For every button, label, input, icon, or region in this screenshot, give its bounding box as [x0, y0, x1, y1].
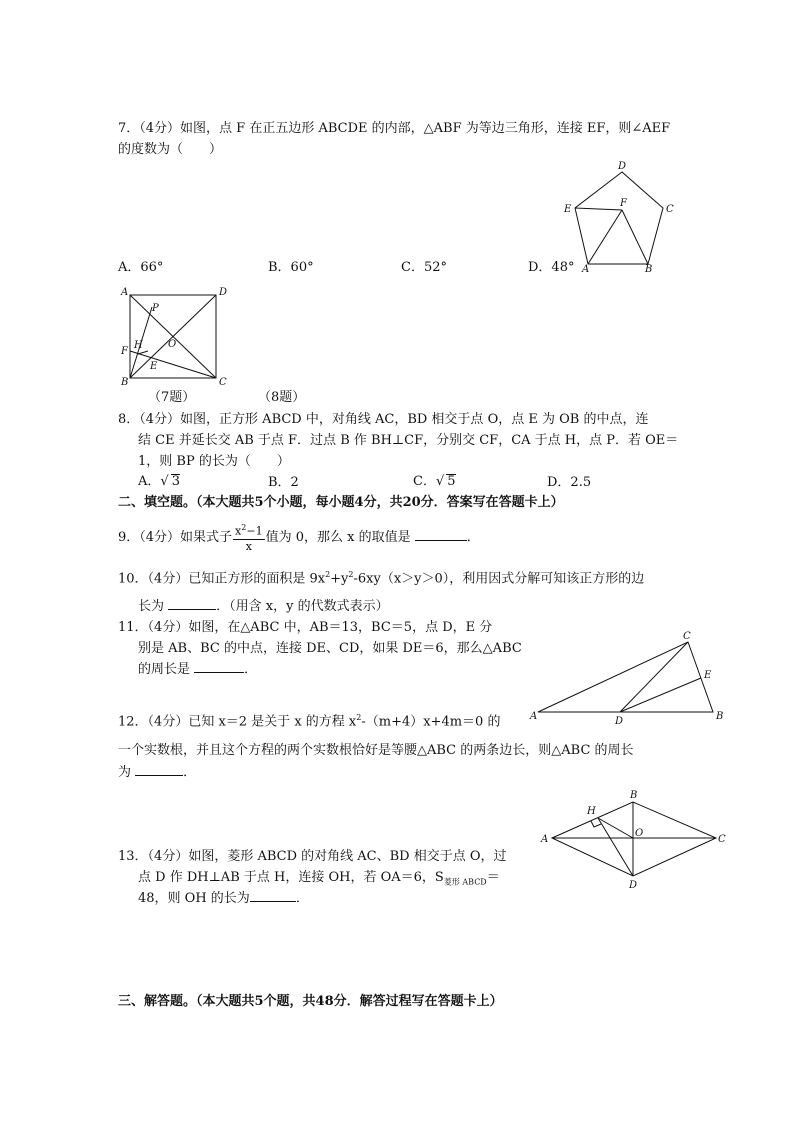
q13-label-D: D	[629, 880, 638, 891]
q7-label-F: F	[620, 198, 627, 209]
q13-line2: 点 D 作 DH⊥AB 于点 H，连接 OH，若 OA＝6，$S_{菱形 ABCD}=$	[138, 870, 500, 887]
q10-line2: 长为 ．（用含 x，y 的代数式表示）	[138, 599, 389, 614]
q11-line2: 别是 AB、BC 的中点，连接 DE、CD，如果 DE＝6，那么△ABC	[138, 641, 522, 656]
q9-suffix: 值为 0，那么 x 的取值是	[265, 529, 411, 545]
sqrt-icon: √	[435, 474, 445, 489]
q9-fraction: $\frac{x^2-1}{x}$	[235, 523, 263, 553]
q8-label-E: E	[150, 361, 158, 372]
q7-label-D: D	[618, 161, 627, 172]
q8-line1: 8．（4分）如图，正方形 ABCD 中，对角线 AC，BD 相交于点 O，点 E 为 OB 的中点，连	[118, 412, 649, 427]
q8-option-c-radicand: 5	[447, 474, 456, 489]
q12-line3: 为 ．	[118, 765, 197, 780]
q13-rhombus-figure	[538, 790, 733, 890]
q11-answer-blank[interactable]	[194, 672, 244, 673]
q9-answer-blank[interactable]	[415, 540, 467, 541]
q7-label-B: B	[645, 264, 653, 275]
section-3-heading: 三、解答题。（本大题共5个题，共48分．解答过程写在答题卡上）	[118, 994, 503, 1009]
q8-option-a	[138, 474, 180, 488]
q7-label-C: C	[666, 204, 674, 215]
q8-option-a-radicand: 3	[171, 474, 180, 489]
q8-option-d: D．2.5	[547, 475, 592, 490]
q7-option-c: C．52°	[401, 260, 447, 275]
q12-line1: 12．（4分）已知 x＝2 是关于 x 的方程 $x^2-(m+4)x+4m=0$ 的	[118, 713, 501, 730]
q12-answer-blank[interactable]	[135, 775, 183, 776]
q8-line3: 1，则 BP 的长为（ ）	[138, 454, 290, 469]
caption-q8: （8题）	[258, 390, 306, 405]
q11-line1: 11．（4分）如图，在△ABC 中，AB＝13，BC＝5，点 D，E 分	[118, 620, 493, 635]
q13-line3: 48，则 OH 的长为 ．	[138, 891, 309, 906]
q11-label-E: E	[704, 670, 712, 681]
q8-square-figure	[118, 285, 228, 388]
q8-label-H: H	[134, 340, 143, 351]
q7-option-b: B．60°	[268, 260, 314, 275]
q8-line2: 结 CE 并延长交 AB 于点 F．过点 B 作 BH⊥CF，分别交 CF，CA 于点 H，点 P．若 OE＝	[138, 433, 679, 448]
q9-end: ．	[466, 529, 480, 545]
q7-option-d: D．48°	[528, 260, 575, 275]
q8-label-O: O	[168, 339, 177, 350]
sqrt-icon: √	[160, 474, 169, 489]
q7-option-a: A．66°	[118, 260, 164, 275]
q7-line1: 7．（4分）如图，点 F 在正五边形 ABCDE 的内部，△ABF 为等边三角形，连接 EF，则∠AEF	[118, 121, 671, 136]
q7-line2: 的度数为（ ）	[118, 142, 223, 157]
q8-option-b: B．2	[268, 475, 299, 490]
q11-line3: 的周长是 ．	[138, 662, 258, 677]
q8-label-F: F	[121, 346, 128, 357]
q8-option-c	[413, 474, 456, 488]
q12-line2: 一个实数根，并且这个方程的两个实数根恰好是等腰△ABC 的两条边长，则△ABC 的周长	[118, 743, 634, 758]
q10-answer-blank[interactable]	[168, 609, 216, 610]
q13-line1: 13．（4分）如图，菱形 ABCD 的对角线 AC、BD 相交于点 O，过	[118, 849, 507, 864]
q9	[118, 521, 480, 554]
q7-label-A: A	[582, 264, 590, 275]
q13-label-H: H	[587, 806, 596, 817]
q13-label-C: C	[718, 834, 726, 845]
q13-answer-blank[interactable]	[250, 901, 296, 902]
q11-label-D: D	[615, 716, 624, 727]
q9-prefix: 9．（4分）如果式子	[118, 529, 233, 545]
q7-pentagon-figure	[560, 160, 690, 275]
q11-label-A: A	[530, 711, 538, 722]
q11-triangle-figure	[530, 628, 730, 728]
caption-q7: （7题）	[148, 390, 196, 405]
q11-label-B: B	[716, 711, 724, 722]
q8-label-B: B	[121, 377, 129, 388]
q13-label-B: B	[630, 790, 638, 801]
section-2-heading: 二、填空题。（本大题共5个小题，每小题4分，共20分．答案写在答题卡上）	[118, 495, 564, 510]
q13-label-A: A	[541, 834, 549, 845]
q8-label-D: D	[219, 287, 228, 298]
q8-option-a-prefix: A．	[138, 474, 161, 489]
q11-label-C: C	[683, 631, 691, 642]
q8-label-A: A	[121, 287, 129, 298]
q10-line1: 10．（4分）已知正方形的面积是 $9x^2+y^2-6xy(x>y>0)$，利用因式分解可知该正方形的边	[118, 570, 645, 587]
q13-label-O: O	[635, 828, 644, 839]
q7-label-E: E	[564, 204, 572, 215]
q8-option-c-prefix: C．	[413, 474, 436, 489]
q8-label-C: C	[219, 377, 227, 388]
q8-label-P: P	[152, 303, 159, 314]
